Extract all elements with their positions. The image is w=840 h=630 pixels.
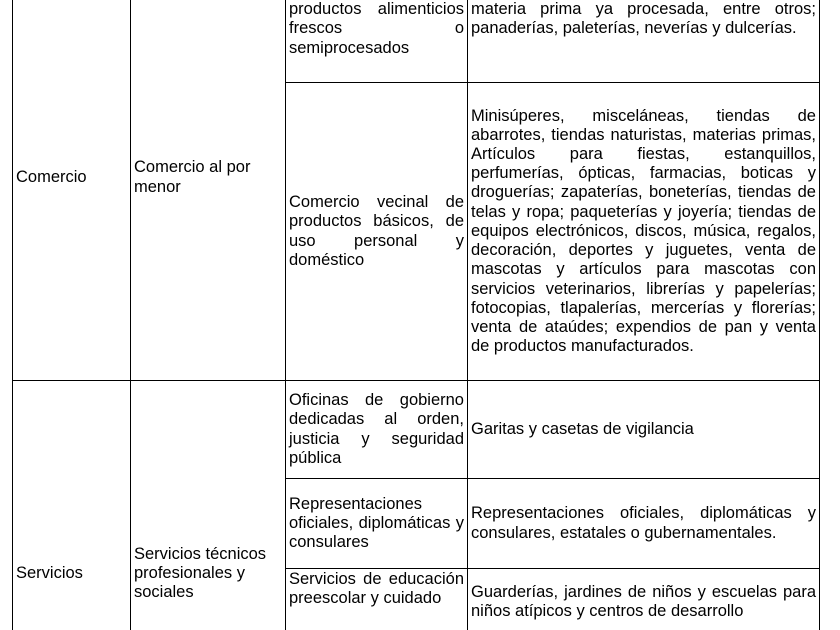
examples-text: Minisúperes, misceláneas, tiendas de abarrotes, tiendas naturistas, materias primas, Artículos para fiestas, estanquillos, perfumerías, ópticas, farmacias, boticas y droguerías; zapaterías, boneterías, tiendas de telas y ropa; paqueterías y joyería; tiendas de equipos electrónicos, discos, música, regalos, decoración, deportes y juguetes, venta de mascotas y artículos para mascotas con servicios veterinarios, librerías y papelerías; fotocopias, tlapalerías, mercerías y florerías; venta de ataúdes; expendios de pan y venta de productos manufacturados. xyxy=(471,106,816,356)
land-use-table xyxy=(12,0,820,630)
activity-type-cell xyxy=(286,83,468,381)
activity-type-cell xyxy=(286,479,468,569)
activity-type-text: productos alimenticios frescos o semiprocesados xyxy=(289,0,464,57)
examples-text: Guarderías, jardines de niños y escuelas para niños atípicos y centros de desarrollo xyxy=(471,583,816,621)
examples-text: Garitas y casetas de vigilancia xyxy=(471,419,694,438)
table-row xyxy=(13,381,820,479)
activity-type-text: Oficinas de gobierno dedicadas al orden, justicia y seguridad pública xyxy=(289,391,464,467)
category-cell: Comercio xyxy=(13,0,131,381)
examples-cell xyxy=(468,0,820,83)
activity-type-cell xyxy=(286,381,468,479)
table-row xyxy=(13,0,820,83)
subcategory-cell: Servicios técnicos profesionales y sociales xyxy=(131,381,286,630)
examples-cell xyxy=(468,381,820,479)
examples-cell xyxy=(468,569,820,630)
activity-type-cell xyxy=(286,0,468,83)
category-cell: Servicios xyxy=(13,381,131,630)
examples-text: Representaciones oficiales, diplomáticas y consulares, estatales o gubernamentales. xyxy=(471,504,816,542)
activity-type-text: Servicios de educación preescolar y cuidado xyxy=(289,570,464,608)
subcategory-cell: Comercio al por menor xyxy=(131,0,286,381)
examples-text: materia prima ya procesada, entre otros; panaderías, paleterías, neverías y dulcerías. xyxy=(471,0,816,38)
examples-cell xyxy=(468,83,820,381)
activity-type-text: Representaciones oficiales, diplomáticas y consulares xyxy=(289,494,464,552)
activity-type-text: Comercio vecinal de productos básicos, de uso personal y doméstico xyxy=(289,193,464,269)
activity-type-cell xyxy=(286,569,468,630)
examples-cell xyxy=(468,479,820,569)
